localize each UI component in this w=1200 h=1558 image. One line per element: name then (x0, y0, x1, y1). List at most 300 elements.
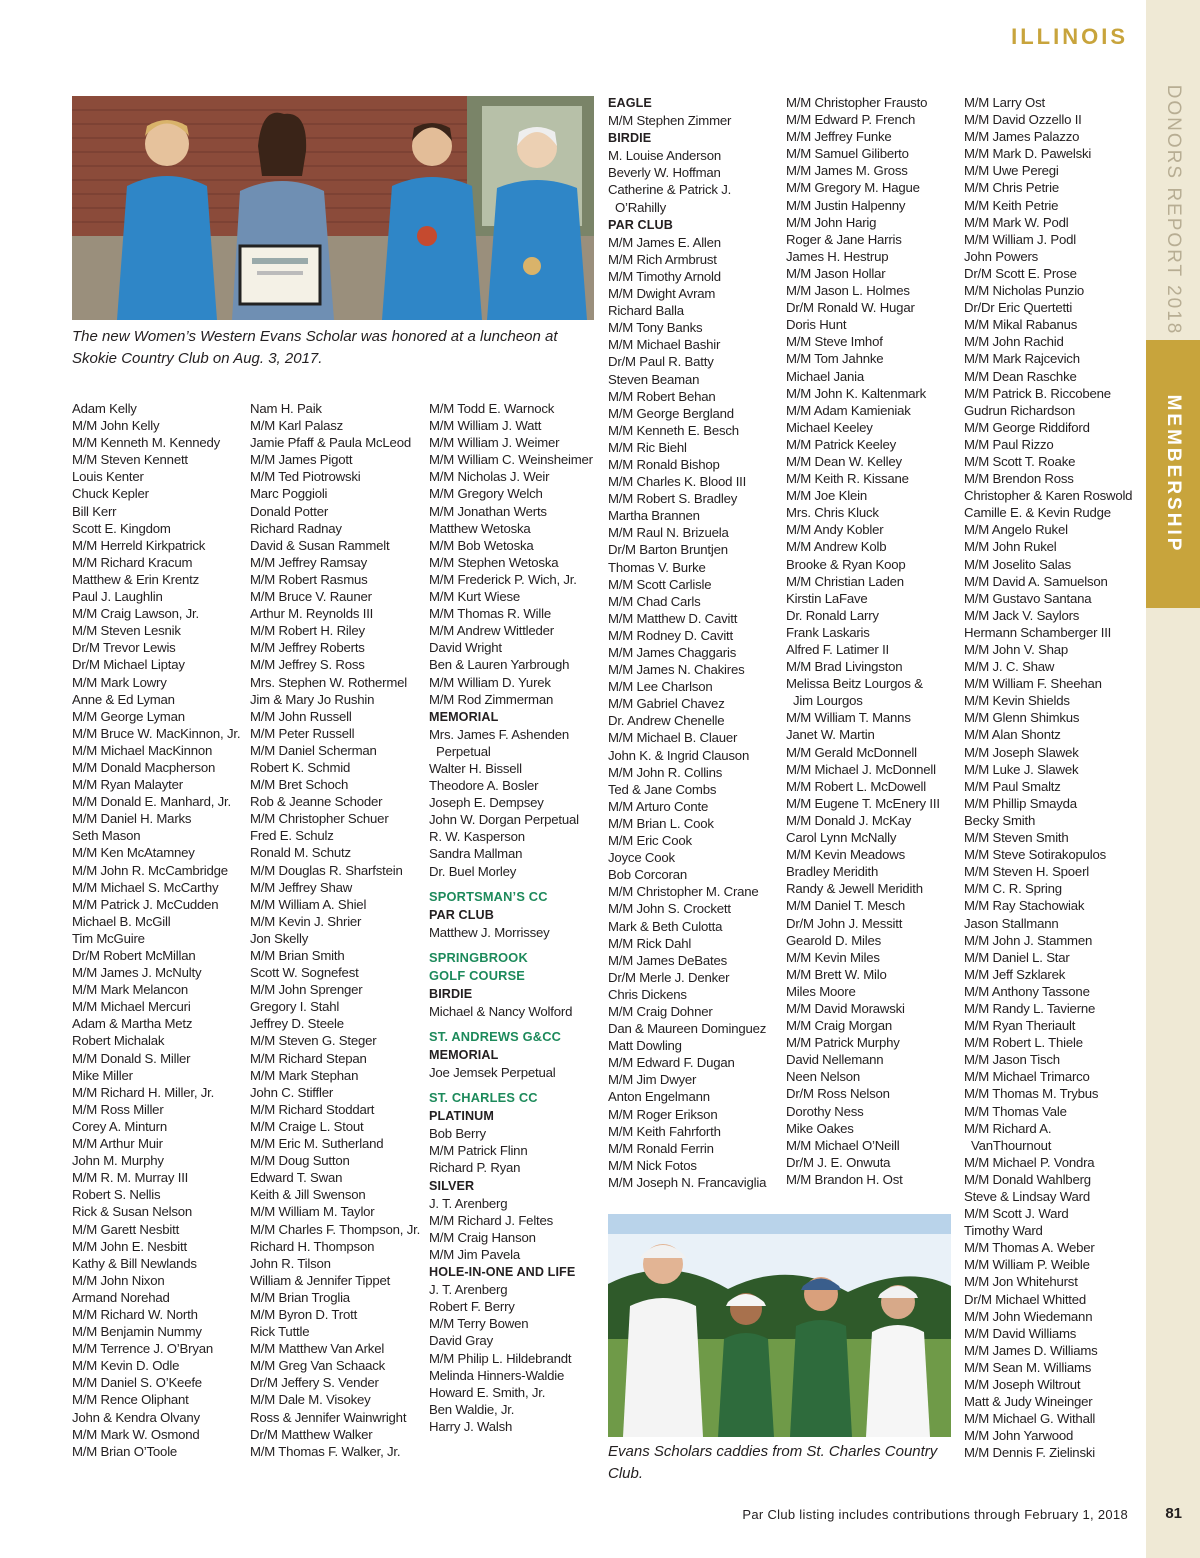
donor-name: M/M Kevin Miles (786, 949, 880, 965)
donor-name: M/M Keith Fahrforth (608, 1123, 721, 1139)
giving-level-heading: MEMORIAL (429, 1048, 499, 1062)
donor-name: M/M John Wiedemann (964, 1308, 1093, 1324)
donor-name: Timothy Ward (964, 1223, 1043, 1239)
donor-name: M/M Richard H. Miller, Jr. (72, 1084, 215, 1100)
donor-name: M/M Patrick Murphy (786, 1035, 900, 1051)
donor-name: M/M Eric Cook (608, 833, 692, 849)
donor-name: M/M Douglas R. Sharfstein (250, 862, 403, 878)
donor-name: M/M Scott T. Roake (964, 453, 1076, 469)
donor-name: Anne & Ed Lyman (72, 691, 175, 707)
donor-name: M/M Dennis F. Zielinski (964, 1445, 1095, 1461)
donor-name: M/M Chris Petrie (964, 180, 1059, 196)
donor-name: Arthur M. Reynolds III (250, 606, 374, 622)
donor-name: M/M Jeffrey Shaw (250, 879, 353, 895)
donor-name: Richard P. Ryan (429, 1160, 521, 1176)
donor-name: M/M Steven Smith (964, 830, 1069, 846)
donor-name: M/M David Williams (964, 1325, 1077, 1341)
donor-name: Gregory I. Stahl (250, 999, 340, 1015)
donor-name: M/M John E. Nesbitt (72, 1238, 187, 1254)
donor-name: M/M John V. Shap (964, 642, 1069, 657)
donor-name: M/M Lee Charlson (608, 679, 713, 695)
giving-level-heading: BIRDIE (429, 986, 473, 1001)
donor-name: M/M John S. Crockett (608, 901, 731, 917)
donor-name: M/M Larry Ost (964, 95, 1045, 110)
donor-name: M/M Robert H. Riley (250, 623, 365, 639)
donor-name: James H. Hestrup (786, 248, 889, 264)
donor-name: Joyce Cook (608, 850, 675, 866)
donor-name: M/M Matthew Van Arkel (250, 1341, 385, 1357)
donor-name: Janet W. Martin (786, 727, 875, 743)
donor-name: Dr/M Ronald W. Hugar (786, 300, 915, 316)
club-heading: ST. ANDREWS G&CC (429, 1029, 562, 1044)
donor-name: M/M Craig Morgan (786, 1018, 892, 1034)
donor-name: M/M Dale M. Visokey (250, 1392, 371, 1408)
donor-name: M/M Christopher Schuer (250, 811, 389, 827)
donor-name: M/M Mark D. Pawelski (964, 146, 1092, 162)
donor-name: M/M Michael S. McCarthy (72, 879, 219, 895)
donor-name: Dr/M Robert McMillan (72, 948, 196, 963)
donor-name: Edward T. Swan (250, 1170, 343, 1186)
donor-name: M/M Brian L. Cook (608, 815, 714, 831)
donor-name: Dr. Buel Morley (429, 863, 517, 879)
donor-column-1 (72, 400, 244, 1460)
donor-name: M/M Steven Lesnik (72, 623, 181, 639)
photo-caption-bottom: Evans Scholars caddies from St. Charles Country Club. (608, 1443, 938, 1482)
donor-name: M/M Mark Rajcevich (964, 351, 1080, 367)
donor-name: Harry J. Walsh (429, 1418, 513, 1434)
club-heading: SPORTSMAN’S CC (429, 888, 548, 904)
donor-name: M/M William P. Weible (964, 1257, 1090, 1273)
donor-name: M/M Joseph Wiltrout (964, 1377, 1081, 1393)
donor-name: M/M Garett Nesbitt (72, 1221, 180, 1237)
donor-name: Dan & Maureen Dominguez (608, 1021, 767, 1037)
donor-name: M/M William J. Weimer (429, 435, 560, 451)
donor-name: M/M John Yarwood (964, 1428, 1074, 1444)
donor-name: M/M Christian Laden (786, 573, 904, 589)
donor-name: M/M William M. Taylor (250, 1204, 375, 1220)
donor-name: Mrs. Chris Kluck (786, 505, 879, 521)
donor-name: Nam H. Paik (250, 401, 322, 416)
donor-name: Roger & Jane Harris (786, 231, 902, 247)
donor-name: Chuck Kepler (72, 486, 149, 502)
donor-name: David Nellemann (786, 1052, 884, 1068)
donor-name: M/M Edward P. French (786, 112, 916, 128)
donor-name: M/M Jeff Szklarek (964, 966, 1066, 982)
donor-name: M/M Michael MacKinnon (72, 742, 213, 758)
donor-name: M/M Thomas R. Wille (429, 606, 551, 622)
donor-name: John & Kendra Olvany (72, 1409, 200, 1425)
donor-name: M/M Gregory M. Hague (786, 180, 920, 196)
donor-name: Dr/M Trevor Lewis (72, 640, 176, 656)
donor-name: Matt Dowling (608, 1038, 682, 1054)
donor-name: M/M Stephen Wetoska (429, 554, 559, 570)
donor-column-6 (964, 94, 1136, 1462)
donor-name: M/M Gregory Welch (429, 486, 543, 502)
donor-name: Anton Engelmann (608, 1089, 710, 1105)
donor-name: M/M Mark W. Podl (964, 214, 1069, 230)
donor-name: M/M William D. Yurek (429, 674, 551, 690)
donor-name: Marc Poggioli (250, 486, 328, 502)
donor-name: Adam & Martha Metz (72, 1016, 193, 1032)
donor-column-2 (250, 400, 422, 1460)
donor-name: Fred E. Schulz (250, 828, 334, 844)
donor-name: M/M John Rachid (964, 334, 1064, 350)
donor-name: Bradley Meridith (786, 864, 879, 880)
donor-name: M/M Scott Carlisle (608, 576, 712, 592)
donor-name: M/M Samuel Giliberto (786, 146, 909, 162)
donor-name: M/M Andy Kobler (786, 522, 884, 538)
donor-name: M/M Steven Kennett (72, 452, 188, 468)
donor-name: M/M Gerald McDonnell (786, 744, 917, 760)
donor-name: M/M Tom Jahnke (786, 351, 884, 367)
donor-name: Scott E. Kingdom (72, 520, 171, 536)
donor-name: M/M George Bergland (608, 405, 734, 421)
donor-name: M/M Richard Kracum (72, 554, 193, 570)
donor-name: Dr/M J. E. Onwuta (786, 1154, 891, 1170)
donor-name: Seth Mason (72, 828, 141, 844)
donor-name: M/M J. C. Shaw (964, 659, 1055, 675)
donor-name: M/M Christopher Frausto (786, 95, 928, 110)
donor-name: M/M Robert L. McDowell (786, 778, 926, 794)
donor-name: M/M Craig Dohner (608, 1003, 713, 1019)
donor-name: M/M Angelo Rukel (964, 522, 1068, 538)
donor-name: M/M Daniel H. Marks (72, 811, 192, 827)
donor-name: David Gray (429, 1333, 493, 1349)
donor-name: M/M Alan Shontz (964, 727, 1061, 743)
donor-name: Matthew J. Morrissey (429, 924, 550, 940)
donor-name: M/M Daniel S. O’Keefe (72, 1375, 202, 1391)
donor-name: M/M Steven G. Steger (250, 1033, 377, 1049)
donor-name: M. Louise Anderson (608, 148, 721, 164)
donor-name: M/M Christopher M. Crane (608, 884, 759, 900)
donor-name: M/M Jack V. Saylors (964, 607, 1080, 623)
caddies-photo (608, 1214, 951, 1437)
donor-name: Matthew & Erin Krentz (72, 571, 199, 587)
donor-name: M/M Joseph N. Francaviglia (608, 1174, 767, 1190)
donor-name: M/M Brian Troglia (250, 1289, 350, 1305)
donor-name: M/M Daniel T. Mesch (786, 898, 906, 914)
donor-name: M/M Ken McAtamney (72, 845, 195, 861)
donor-name: Michael & Nancy Wolford (429, 1003, 573, 1019)
donor-name: M/M Michael J. McDonnell (786, 761, 936, 777)
donor-name: M/M Rich Armbrust (608, 251, 717, 267)
side-report-label: DONORS REPORT 2018 (1163, 84, 1184, 336)
footer-note: Par Club listing includes contributions through February 1, 2018 (742, 1507, 1128, 1522)
donor-name: M/M Jeffrey Roberts (250, 640, 365, 656)
donor-name: Paul J. Laughlin (72, 589, 163, 605)
donor-name: Mrs. Stephen W. Rothermel (250, 674, 407, 690)
donor-name: Scott W. Sognefest (250, 965, 359, 981)
donor-name: Dr/M John J. Messitt (786, 915, 903, 931)
donor-name: M/M Kurt Wiese (429, 589, 520, 605)
donor-name: Doris Hunt (786, 317, 847, 333)
donor-name: Walter H. Bissell (429, 760, 522, 776)
donor-name: M/M James J. McNulty (72, 965, 202, 981)
luncheon-photo (72, 96, 594, 320)
donor-name: Joe Jemsek Perpetual (429, 1065, 556, 1081)
donor-name: M/M James Pigott (250, 452, 353, 468)
giving-level-heading: MEMORIAL (429, 709, 499, 724)
donor-name: Dr/M Merle J. Denker (608, 969, 730, 985)
donor-name: M/M Scott J. Ward (964, 1206, 1069, 1222)
donor-name: M/M Thomas F. Walker, Jr. (250, 1443, 401, 1459)
donor-name: M/M James E. Allen (608, 234, 721, 250)
donor-name: M/M Justin Halpenny (786, 197, 906, 213)
donor-name: Ben & Lauren Yarbrough (429, 657, 570, 673)
donor-name: M/M Randy L. Tavierne (964, 1000, 1096, 1016)
donor-name: M/M Benjamin Nummy (72, 1324, 202, 1340)
donor-name: M/M Kevin Shields (964, 693, 1070, 709)
donor-name: M/M Frederick P. Wich, Jr. (429, 571, 577, 587)
donor-name: M/M Ryan Theriault (964, 1018, 1076, 1034)
donor-name: Ronald M. Schutz (250, 845, 351, 861)
donor-name: Adam Kelly (72, 401, 137, 416)
donor-name: M/M Herreld Kirkpatrick (72, 537, 206, 553)
donor-name: Dr/M Paul R. Batty (608, 354, 714, 370)
donor-name: M/M Kevin J. Shrier (250, 913, 362, 929)
donor-name: Jason Stallmann (964, 915, 1059, 931)
donor-name: M/M Brad Livingston (786, 659, 903, 675)
donor-name: Mike Oakes (786, 1120, 854, 1136)
donor-name: M/M Jason Hollar (786, 265, 886, 281)
donor-name: M/M Dwight Avram (608, 286, 716, 302)
donor-name: M/M Joe Klein (786, 488, 867, 504)
donor-name: M/M Uwe Peregi (964, 163, 1059, 179)
donor-name: M/M Roger Erikson (608, 1106, 718, 1122)
donor-name: M/M Keith R. Kissane (786, 471, 909, 487)
donor-name: M/M Jim Dwyer (608, 1072, 697, 1088)
donor-name: M/M John Kelly (72, 418, 160, 434)
donor-name: David Wright (429, 640, 502, 656)
club-heading: ST. CHARLES CC (429, 1090, 538, 1106)
donor-name: M/M John Rukel (964, 539, 1057, 555)
donor-name: M/M Donald E. Manhard, Jr. (72, 794, 231, 810)
donor-name: M/M Daniel Scherman (250, 742, 377, 758)
donor-name: Dr/M Michael Whitted (964, 1291, 1087, 1307)
donor-column-5 (786, 94, 958, 1188)
donor-name: M/M William F. Sheehan (964, 676, 1102, 692)
donor-name: O’Rahilly (615, 199, 666, 215)
donor-name: Mark & Beth Culotta (608, 918, 723, 934)
donor-name: Randy & Jewell Meridith (786, 881, 923, 897)
donor-name: Mike Miller (72, 1067, 133, 1083)
donor-name: M/M Brendon Ross (964, 471, 1074, 487)
donor-name: M/M Richard J. Feltes (429, 1212, 554, 1228)
donor-name: M/M Ray Stachowiak (964, 898, 1085, 914)
donor-name: M/M Nicholas J. Weir (429, 469, 550, 485)
donor-name: M/M Ric Biehl (608, 439, 687, 455)
donor-name: M/M Patrick Flinn (429, 1143, 528, 1159)
donor-name: Kirstin LaFave (786, 590, 868, 606)
donor-name: John W. Dorgan Perpetual (429, 812, 579, 828)
donor-name: Rick & Susan Nelson (72, 1204, 193, 1220)
donor-name: M/M John R. McCambridge (72, 862, 228, 878)
donor-name: Matthew Wetoska (429, 520, 531, 536)
donor-name: M/M Eugene T. McEnery III (786, 795, 940, 811)
donor-name: M/M David A. Samuelson (964, 573, 1108, 589)
donor-name: William & Jennifer Tippet (250, 1272, 391, 1288)
donor-name: M/M Brandon H. Ost (786, 1171, 903, 1187)
donor-name: M/M Paul Rizzo (964, 436, 1054, 452)
giving-level-heading: EAGLE (608, 96, 652, 110)
donor-name: M/M Sean M. Williams (964, 1359, 1092, 1375)
donor-name: M/M Ted Piotrowski (250, 469, 361, 485)
donor-name: M/M David Ozzello II (964, 112, 1082, 128)
giving-level-heading: SILVER (429, 1178, 475, 1193)
donor-name: Kathy & Bill Newlands (72, 1255, 197, 1271)
donor-name: M/M Thomas M. Trybus (964, 1086, 1099, 1102)
donor-name: Beverly W. Hoffman (608, 165, 721, 181)
donor-name: Matt & Judy Wineinger (964, 1394, 1093, 1410)
donor-name: Bob Berry (429, 1126, 486, 1142)
donor-name: M/M Kenneth M. Kennedy (72, 435, 221, 451)
photo-caption-top: The new Women’s Western Evans Scholar was honored at a luncheon at Skokie Country Club on Aug. 3, 2017. (72, 328, 558, 367)
donor-name: M/M William A. Shiel (250, 896, 367, 912)
donor-name: M/M Jim Pavela (429, 1246, 520, 1262)
donor-name: M/M Mark Stephan (250, 1067, 359, 1083)
donor-name: Dr/M Michael Liptay (72, 657, 185, 673)
donor-name: M/M Jon Whitehurst (964, 1274, 1078, 1290)
donor-name: M/M Dean Raschke (964, 368, 1077, 384)
page-number: 81 (1165, 1505, 1182, 1522)
donor-name: M/M William J. Watt (429, 418, 542, 434)
donor-name: M/M Robert S. Bradley (608, 491, 738, 507)
donor-name: Richard Balla (608, 303, 684, 319)
donor-name: Howard E. Smith, Jr. (429, 1384, 546, 1400)
donor-name: M/M Chad Carls (608, 593, 701, 609)
donor-name: M/M Dean W. Kelley (786, 453, 902, 469)
donor-name: Brooke & Ryan Koop (786, 556, 906, 572)
donor-name: M/M Edward F. Dugan (608, 1055, 735, 1071)
donor-name: M/M Michael P. Vondra (964, 1154, 1095, 1170)
donor-name: M/M Ronald Bishop (608, 456, 720, 472)
donor-column-3 (429, 400, 601, 1435)
donor-name: M/M Mark W. Osmond (72, 1426, 200, 1442)
donor-name: M/M Keith Petrie (964, 197, 1059, 213)
donor-name: M/M James N. Chakires (608, 662, 745, 678)
donor-name: M/M Craige L. Stout (250, 1118, 364, 1134)
donor-name: M/M Steven H. Spoerl (964, 864, 1089, 880)
donor-name: M/M Jeffrey Funke (786, 129, 892, 145)
donor-name: John M. Murphy (72, 1153, 164, 1169)
donor-name: M/M C. R. Spring (964, 881, 1062, 897)
donor-name: Dr. Ronald Larry (786, 607, 879, 623)
donor-name: VanThournout (971, 1137, 1052, 1153)
donor-name: M/M Michael Bashir (608, 337, 721, 353)
donor-name: M/M Kevin D. Odle (72, 1358, 180, 1374)
donor-name: Louis Kenter (72, 469, 144, 485)
donor-name: J. T. Arenberg (429, 1282, 508, 1298)
donor-name: M/M Doug Sutton (250, 1153, 350, 1169)
donor-name: M/M Patrick Keeley (786, 436, 896, 452)
donor-name: M/M Matthew D. Cavitt (608, 610, 738, 626)
donor-name: M/M Michael O’Neill (786, 1137, 900, 1153)
donor-name: M/M John Russell (250, 708, 352, 724)
donor-name: M/M Rodney D. Cavitt (608, 627, 733, 643)
donor-name: M/M Richard Stoddart (250, 1101, 375, 1117)
donor-name: Carol Lynn McNally (786, 830, 897, 846)
donor-name: Dorothy Ness (786, 1103, 864, 1119)
donor-name: Dr/M Barton Bruntjen (608, 542, 728, 558)
donor-name: M/M Mark Lowry (72, 674, 167, 690)
donor-name: John K. & Ingrid Clauson (608, 747, 750, 763)
donor-name: Keith & Jill Swenson (250, 1187, 366, 1203)
donor-name: M/M Robert Behan (608, 388, 716, 404)
donor-name: M/M John J. Stammen (964, 932, 1093, 948)
donor-name: Jon Skelly (250, 930, 309, 946)
donor-name: M/M James M. Gross (786, 163, 908, 179)
donor-name: Steve & Lindsay Ward (964, 1189, 1090, 1204)
club-heading: SPRINGBROOK (429, 949, 528, 965)
donor-name: M/M Karl Palasz (250, 418, 343, 434)
donor-name: M/M Craig Lawson, Jr. (72, 606, 199, 622)
donor-name: M/M Jason L. Holmes (786, 283, 910, 299)
donor-name: M/M Gustavo Santana (964, 590, 1092, 606)
donor-name: Thomas V. Burke (608, 559, 706, 575)
donor-name: Dr/M Scott E. Prose (964, 265, 1077, 281)
donor-name: Tim McGuire (72, 930, 145, 946)
section-tab-membership: MEMBERSHIP (1146, 340, 1200, 608)
donor-name: Richard H. Thompson (250, 1238, 375, 1254)
donor-name: M/M Donald Macpherson (72, 759, 216, 775)
donor-name: M/M Arturo Conte (608, 798, 709, 814)
donor-name: Theodore A. Bosler (429, 778, 539, 794)
donor-name: Ted & Jane Combs (608, 781, 717, 797)
donor-name: M/M Ryan Malayter (72, 777, 183, 793)
donor-name: M/M R. M. Murray III (72, 1170, 189, 1186)
donor-name: M/M Robert L. Thiele (964, 1035, 1083, 1051)
donor-name: Gudrun Richardson (964, 402, 1075, 418)
donor-name: M/M Brian O’Toole (72, 1443, 178, 1459)
state-title: ILLINOIS (1011, 24, 1128, 49)
donor-name: M/M Jeffrey S. Ross (250, 657, 365, 673)
donor-name: David & Susan Rammelt (250, 537, 390, 553)
donor-name: Jamie Pfaff & Paula McLeod (250, 435, 411, 451)
donor-name: M/M Luke J. Slawek (964, 761, 1079, 777)
donor-name: Robert Michalak (72, 1033, 165, 1049)
donor-name: M/M William J. Podl (964, 231, 1076, 247)
donor-name: M/M Eric M. Sutherland (250, 1136, 384, 1152)
donor-name: M/M Bruce V. Rauner (250, 589, 372, 605)
donor-name: M/M George Lyman (72, 708, 185, 724)
donor-name: M/M Peter Russell (250, 725, 355, 741)
donor-name: Perpetual (436, 743, 491, 759)
donor-name: M/M Patrick B. Riccobene (964, 385, 1111, 401)
donor-name: M/M Bret Schoch (250, 777, 349, 793)
donor-name: M/M David Morawski (786, 1000, 905, 1016)
donor-name: Frank Laskaris (786, 624, 870, 640)
donor-name: Jim & Mary Jo Rushin (250, 691, 375, 707)
club-heading: GOLF COURSE (429, 967, 526, 983)
donor-name: Dr. Andrew Chenelle (608, 713, 725, 729)
donor-name: M/M John Harig (786, 214, 877, 230)
donor-name: Michael B. McGill (72, 913, 171, 929)
donor-name: M/M Thomas Vale (964, 1103, 1067, 1119)
donor-name: M/M Ross Miller (72, 1101, 164, 1117)
donor-name: M/M Nicholas Punzio (964, 283, 1085, 299)
donor-name: Dr/M Ross Nelson (786, 1086, 890, 1102)
donor-name: Chris Dickens (608, 986, 687, 1002)
donor-name: Mrs. James F. Ashenden (429, 726, 569, 742)
donor-name: M/M John Sprenger (250, 982, 363, 998)
donor-name: M/M John R. Collins (608, 764, 723, 780)
donor-name: Michael Jania (786, 368, 865, 384)
donor-name: M/M Andrew Kolb (786, 539, 887, 555)
donor-name: M/M Terrence J. O’Bryan (72, 1341, 213, 1357)
donor-name: M/M Arthur Muir (72, 1136, 163, 1152)
donor-name: M/M Rence Oliphant (72, 1392, 189, 1408)
donor-name: Michael Keeley (786, 419, 873, 435)
